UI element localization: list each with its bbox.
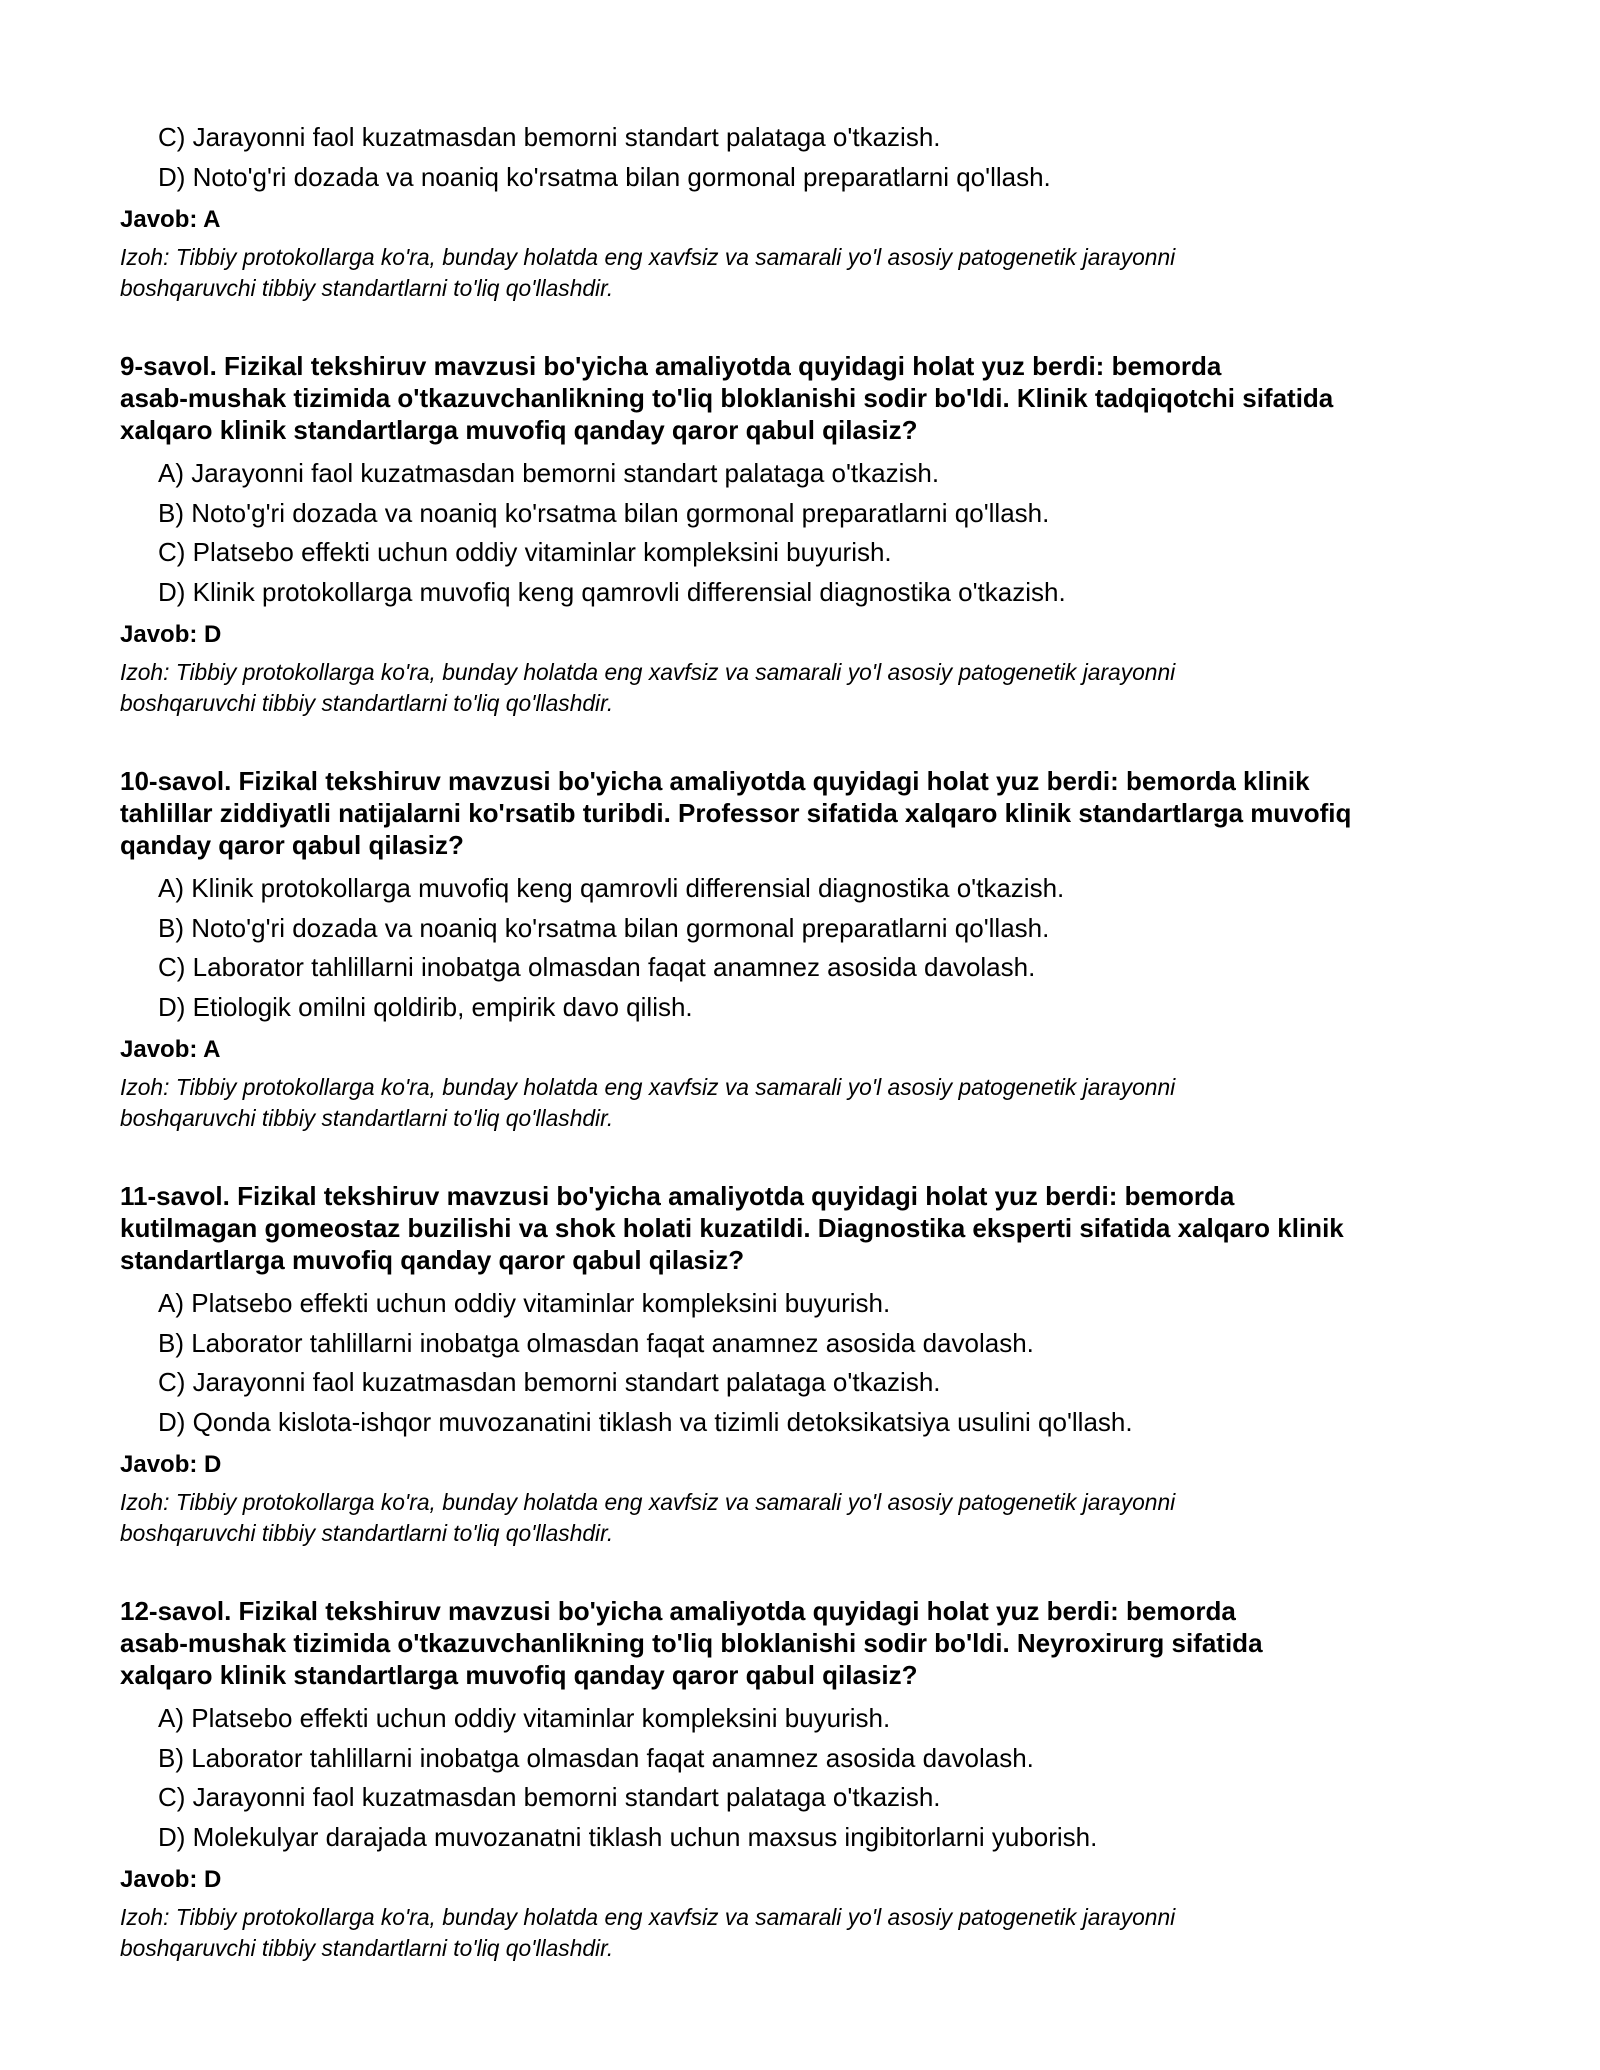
explanation-note xyxy=(120,242,1410,304)
option-c: C) Jarayonni faol kuzatmasdan bemorni standart palataga o'tkazish. xyxy=(158,122,941,152)
title-line: standartlarga muvofiq qanday qaror qabul qilasiz? xyxy=(120,1245,745,1275)
question-title xyxy=(120,350,1500,446)
title-line: asab-mushak tizimida o'tkazuvchanlikning to'liq bloklanishi sodir bo'ldi. Neyroxirurg sifatida xyxy=(120,1628,1263,1658)
option-a: A) Platsebo effekti uchun oddiy vitaminlar kompleksini buyurish. xyxy=(158,1703,891,1733)
question-10 xyxy=(120,765,1500,1134)
title-line: 11-savol. Fizikal tekshiruv mavzusi bo'yicha amaliyotda quyidagi holat yuz berdi: bemorda xyxy=(120,1181,1235,1211)
title-line: qanday qaror qabul qilasiz? xyxy=(120,830,464,860)
note-line: boshqaruvchi tibbiy standartlarni to'liq qo'llashdir. xyxy=(120,690,614,716)
option-b: B) Noto'g'ri dozada va noaniq ko'rsatma bilan gormonal preparatlarni qo'llash. xyxy=(158,497,1050,528)
answer-label: Javob: A xyxy=(120,1036,221,1063)
option-b: B) Laborator tahlillarni inobatga olmasdan faqat anamnez asosida davolash. xyxy=(158,1742,1034,1773)
answer-label: Javob: D xyxy=(120,621,222,648)
option-c: C) Jarayonni faol kuzatmasdan bemorni standart palataga o'tkazish. xyxy=(158,1782,941,1812)
question-8-continuation xyxy=(120,118,1500,304)
title-line: 12-savol. Fizikal tekshiruv mavzusi bo'yicha amaliyotda quyidagi holat yuz berdi: bemorda xyxy=(120,1596,1236,1626)
note-line: boshqaruvchi tibbiy standartlarni to'liq qo'llashdir. xyxy=(120,1935,614,1961)
note-line: boshqaruvchi tibbiy standartlarni to'liq qo'llashdir. xyxy=(120,275,614,301)
title-line: tahlillar ziddiyatli natijalarni ko'rsatib turibdi. Professor sifatida xalqaro klinik standartlarga muvofiq xyxy=(120,798,1352,828)
option-a: A) Jarayonni faol kuzatmasdan bemorni standart palataga o'tkazish. xyxy=(158,458,940,488)
question-title xyxy=(120,765,1500,861)
explanation-note xyxy=(120,1487,1410,1549)
explanation-note xyxy=(120,1902,1410,1964)
option-c: C) Jarayonni faol kuzatmasdan bemorni standart palataga o'tkazish. xyxy=(158,1367,941,1397)
title-line: 9-savol. Fizikal tekshiruv mavzusi bo'yicha amaliyotda quyidagi holat yuz berdi: bemorda xyxy=(120,351,1222,381)
option-d: D) Etiologik omilni qoldirib, empirik davo qilish. xyxy=(158,991,693,1022)
title-line: xalqaro klinik standartlarga muvofiq qanday qaror qabul qilasiz? xyxy=(120,1660,918,1690)
title-line: xalqaro klinik standartlarga muvofiq qanday qaror qabul qilasiz? xyxy=(120,415,918,445)
note-line: Izoh: Tibbiy protokollarga ko'ra, bunday holatda eng xavfsiz va samarali yo'l asosiy patogenetik jarayonni xyxy=(120,659,1176,685)
question-11 xyxy=(120,1180,1500,1549)
option-c: C) Laborator tahlillarni inobatga olmasdan faqat anamnez asosida davolash. xyxy=(158,952,1036,982)
answer-label: Javob: D xyxy=(120,1866,222,1893)
question-title xyxy=(120,1595,1500,1691)
note-line: Izoh: Tibbiy protokollarga ko'ra, bunday holatda eng xavfsiz va samarali yo'l asosiy patogenetik jarayonni xyxy=(120,1074,1176,1100)
option-a: A) Platsebo effekti uchun oddiy vitaminlar kompleksini buyurish. xyxy=(158,1288,891,1318)
document-page xyxy=(120,118,1500,1964)
explanation-note xyxy=(120,657,1410,719)
option-d: D) Klinik protokollarga muvofiq keng qamrovli differensial diagnostika o'tkazish. xyxy=(158,576,1066,607)
question-9 xyxy=(120,350,1500,719)
question-title xyxy=(120,1180,1500,1276)
option-d: D) Qonda kislota-ishqor muvozanatini tiklash va tizimli detoksikatsiya usulini qo'llash. xyxy=(158,1406,1133,1437)
answer-label: Javob: D xyxy=(120,1451,222,1478)
title-line: kutilmagan gomeostaz buzilishi va shok holati kuzatildi. Diagnostika eksperti sifatida xalqaro klinik xyxy=(120,1213,1344,1243)
option-b: B) Noto'g'ri dozada va noaniq ko'rsatma bilan gormonal preparatlarni qo'llash. xyxy=(158,912,1050,943)
option-d: D) Noto'g'ri dozada va noaniq ko'rsatma bilan gormonal preparatlarni qo'llash. xyxy=(158,161,1051,192)
note-line: Izoh: Tibbiy protokollarga ko'ra, bunday holatda eng xavfsiz va samarali yo'l asosiy patogenetik jarayonni xyxy=(120,1904,1176,1930)
note-line: boshqaruvchi tibbiy standartlarni to'liq qo'llashdir. xyxy=(120,1105,614,1131)
note-line: Izoh: Tibbiy protokollarga ko'ra, bunday holatda eng xavfsiz va samarali yo'l asosiy patogenetik jarayonni xyxy=(120,1489,1176,1515)
option-b: B) Laborator tahlillarni inobatga olmasdan faqat anamnez asosida davolash. xyxy=(158,1327,1034,1358)
explanation-note xyxy=(120,1072,1410,1134)
title-line: asab-mushak tizimida o'tkazuvchanlikning to'liq bloklanishi sodir bo'ldi. Klinik tadqiqotchi sifatida xyxy=(120,383,1334,413)
question-12 xyxy=(120,1595,1500,1964)
option-a: A) Klinik protokollarga muvofiq keng qamrovli differensial diagnostika o'tkazish. xyxy=(158,873,1065,903)
answer-label: Javob: A xyxy=(120,206,221,233)
note-line: boshqaruvchi tibbiy standartlarni to'liq qo'llashdir. xyxy=(120,1520,614,1546)
option-c: C) Platsebo effekti uchun oddiy vitaminlar kompleksini buyurish. xyxy=(158,537,892,567)
option-d: D) Molekulyar darajada muvozanatni tiklash uchun maxsus ingibitorlarni yuborish. xyxy=(158,1821,1098,1852)
note-line: Izoh: Tibbiy protokollarga ko'ra, bunday holatda eng xavfsiz va samarali yo'l asosiy patogenetik jarayonni xyxy=(120,244,1176,270)
title-line: 10-savol. Fizikal tekshiruv mavzusi bo'yicha amaliyotda quyidagi holat yuz berdi: bemorda klinik xyxy=(120,766,1310,796)
